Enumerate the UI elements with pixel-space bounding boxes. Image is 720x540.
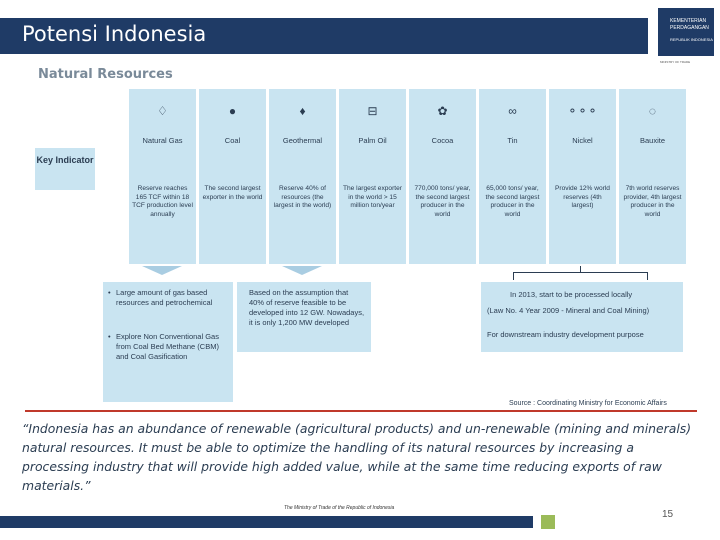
resource-column-natural-gas <box>129 89 196 264</box>
geothermal-detail-box <box>237 282 371 352</box>
ministry-logo <box>658 8 714 56</box>
bracket-right <box>647 272 648 280</box>
resource-column-nickel <box>549 89 616 264</box>
resource-column-coal <box>199 89 266 264</box>
resource-description: 770,000 tons/ year, the second largest producer in the world <box>414 185 471 218</box>
resource-name: Bauxite <box>639 136 666 145</box>
resource-column-cocoa <box>409 89 476 264</box>
source-note: Source : Coordinating Ministry for Economic Affairs <box>509 400 667 407</box>
resource-column-palm-oil <box>339 89 406 264</box>
minerals-detail-box <box>481 282 683 352</box>
page-number: 15 <box>662 509 674 520</box>
geothermal-drop-icon: ♦ <box>299 104 306 118</box>
resource-description: Provide 12% world reserves (4th largest) <box>555 185 610 209</box>
gas-bullet-1: Large amount of gas based resources and petrochemical <box>116 288 213 307</box>
palm-oil-icon: ⊟ <box>367 104 378 118</box>
section-title: Natural Resources <box>38 67 173 82</box>
quote-text: “Indonesia has an abundance of renewable (agricultural products) and un-renewable (mining and minerals) natural resources. It must be able to optimize the handling of its natural resources by increasing a processing industry that will provide high added value, while at the same time reducing exports of raw materials.” <box>22 421 692 493</box>
resource-name: Nickel <box>572 136 593 145</box>
resource-description: The second largest exporter in the world <box>202 185 263 201</box>
minerals-line-3: For downstream industry development purpose <box>487 330 644 339</box>
key-indicator-label: Key Indicator <box>36 155 94 165</box>
resource-description: 65,000 tons/ year, the second largest producer in the world <box>485 185 540 218</box>
footer-accent-square <box>541 515 555 529</box>
resource-name: Cocoa <box>431 136 454 145</box>
resource-description: Reserve reaches 165 TCF within 18 TCF production level annually <box>132 185 193 218</box>
resource-description: Reserve 40% of resources (the largest in the world) <box>273 185 332 209</box>
pointer-arrow-gas <box>142 266 182 275</box>
resource-column-geothermal <box>269 89 336 264</box>
logo-caption: MINISTRY OF TRADE <box>660 60 691 64</box>
cocoa-leaf-icon: ✿ <box>437 104 448 118</box>
bullet-icon: • <box>108 288 111 297</box>
coal-icon: ● <box>228 104 237 118</box>
logo-line-3: REPUBLIK INDONESIA <box>670 37 713 42</box>
divider-line <box>25 410 697 412</box>
minerals-line-1: In 2013, start to be processed locally <box>510 290 633 299</box>
resource-name: Palm Oil <box>358 136 387 145</box>
page-title: Potensi Indonesia <box>22 22 207 46</box>
resource-description: The largest exporter in the world > 15 million ton/year <box>342 185 402 209</box>
footer-text: The Ministry of Trade of the Republic of Indonesia <box>284 505 395 511</box>
gas-bullet-2: Explore Non Conventional Gas from Coal Bed Methane (CBM) and Coal Gasification <box>116 332 219 361</box>
logo-line-2: PERDAGANGAN <box>670 25 709 31</box>
minerals-line-2: (Law No. 4 Year 2009 - Mineral and Coal Mining) <box>487 306 650 315</box>
gas-detail-box <box>103 282 233 402</box>
bullet-icon: • <box>108 332 111 341</box>
logo-line-1: KEMENTERIAN <box>670 18 707 24</box>
bracket-left <box>513 272 514 280</box>
footer-bar <box>0 516 533 528</box>
resource-column-bauxite <box>619 89 686 264</box>
pointer-arrow-geothermal <box>282 266 322 275</box>
flame-icon: ♢ <box>157 104 168 118</box>
bauxite-icon: ◌ <box>648 104 657 118</box>
resource-name: Geothermal <box>282 136 323 145</box>
resource-description: 7th world reserves provider, 4th largest producer in the world <box>623 185 682 218</box>
geothermal-detail-text: Based on the assumption that 40% of reserve feasible to be developed into 12 GW. Nowadays, it is only 1,200 MW developed <box>249 288 365 327</box>
bracket-stem <box>580 266 581 273</box>
tin-icon: ∞ <box>508 104 517 118</box>
resource-name: Coal <box>224 136 241 145</box>
resource-name: Natural Gas <box>142 136 183 145</box>
nickel-icon: ⚬⚬⚬ <box>567 104 598 118</box>
resource-name: Tin <box>507 136 518 145</box>
resource-column-tin <box>479 89 546 264</box>
